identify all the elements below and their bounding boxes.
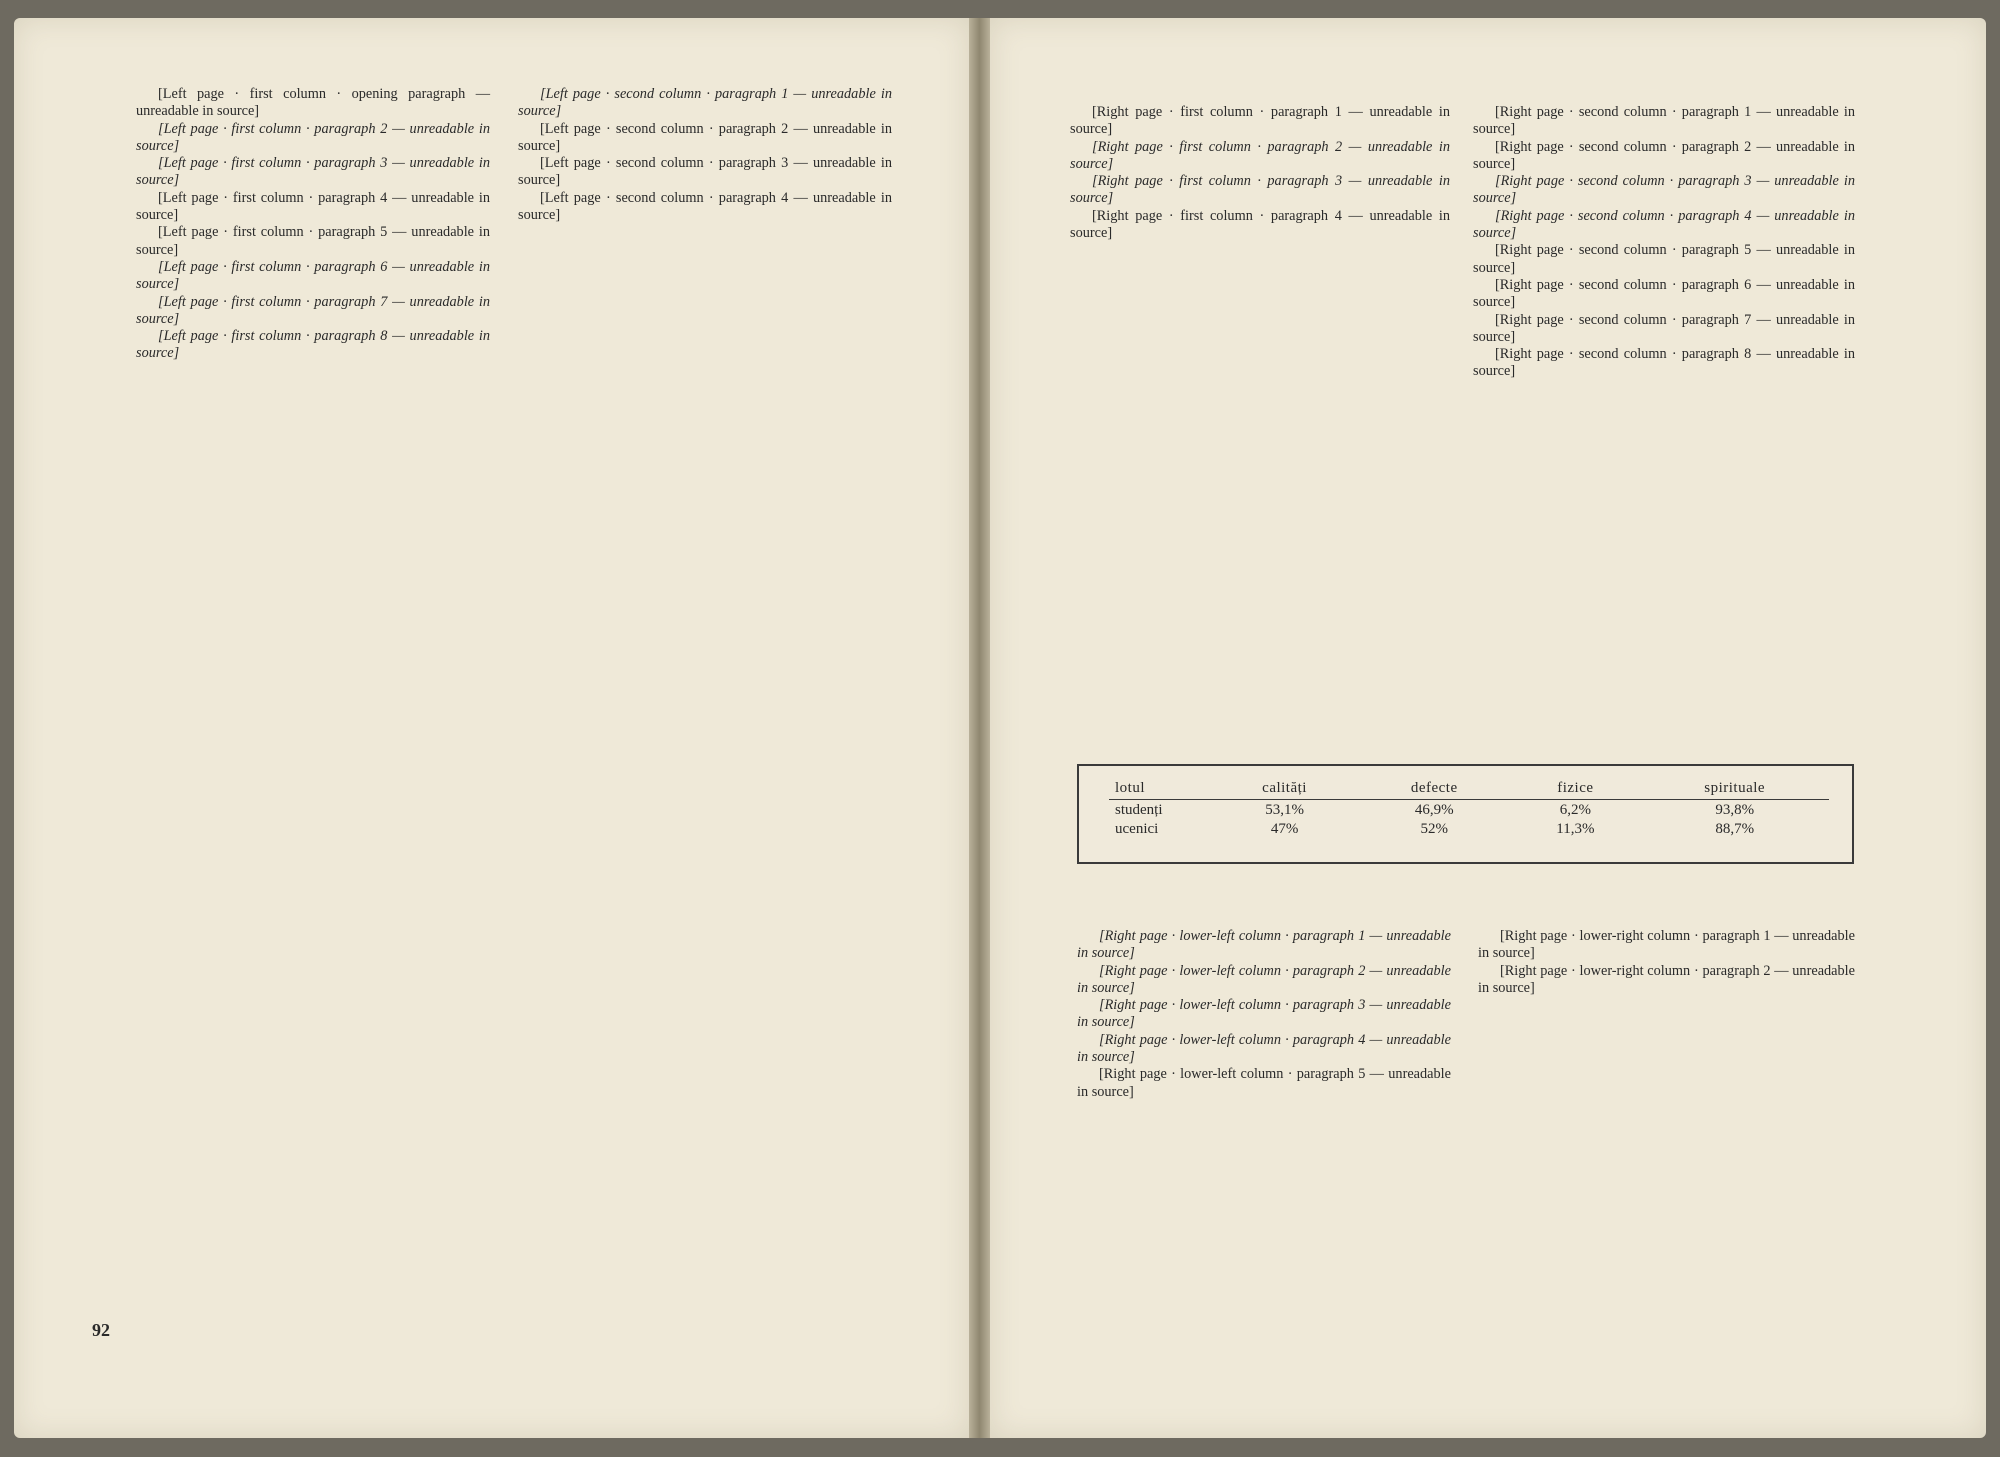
paragraph: [Right page · lower-left column · paragraph 2 — unreadable in source]: [1077, 962, 1451, 996]
paragraph: [Right page · second column · paragraph 1 — unreadable in source]: [1473, 104, 1855, 138]
table-cell: 47%: [1270, 821, 1299, 837]
table-cell: 11,3%: [1556, 821, 1595, 837]
table-cell: 46,9%: [1414, 802, 1454, 818]
paragraph: [Left page · second column · paragraph 2 — unreadable in source]: [518, 120, 892, 154]
page-number: 92: [92, 1320, 110, 1340]
paragraph: [Right page · second column · paragraph 5 — unreadable in source]: [1473, 242, 1855, 276]
statistics-table: [1109, 780, 1829, 838]
statistics-table-frame: [1077, 764, 1854, 864]
left-page-column-2: [518, 86, 892, 224]
paragraph: [Left page · first column · paragraph 8 — unreadable in source]: [136, 328, 490, 362]
paragraph: [Right page · second column · paragraph 4 — unreadable in source]: [1473, 207, 1855, 242]
table-header-cell: spirituale: [1640, 780, 1829, 800]
paragraph: [Right page · lower-right column · paragraph 1 — unreadable in source]: [1478, 928, 1855, 962]
table-header-cell: fizice: [1510, 780, 1640, 800]
paragraph: [Right page · lower-left column · paragraph 1 — unreadable in source]: [1077, 928, 1451, 962]
left-page-column-1: [136, 86, 490, 363]
paragraph: [Left page · first column · paragraph 2 — unreadable in source]: [136, 120, 490, 154]
table-cell: 53,1%: [1265, 802, 1304, 818]
table-cell: ucenici: [1115, 821, 1159, 837]
paragraph: [Right page · second column · paragraph 7 — unreadable in source]: [1473, 311, 1855, 345]
table-cell: studenți: [1115, 802, 1163, 818]
table-header-cell: calități: [1211, 780, 1358, 800]
paragraph: [Right page · second column · paragraph 6 — unreadable in source]: [1473, 276, 1855, 311]
table-cell: 6,2%: [1559, 802, 1591, 818]
paragraph: [Right page · first column · paragraph 4 — unreadable in source]: [1070, 207, 1450, 242]
paragraph: [Right page · lower-right column · paragraph 2 — unreadable in source]: [1478, 962, 1855, 996]
paragraph: [Right page · first column · paragraph 3 — unreadable in source]: [1070, 173, 1450, 207]
table-cell: 52%: [1420, 821, 1448, 837]
right-page-column-1: [1070, 104, 1450, 242]
paragraph: [Left page · first column · paragraph 5 — unreadable in source]: [136, 224, 490, 258]
paragraph: [Right page · first column · paragraph 2 — unreadable in source]: [1070, 138, 1450, 172]
paragraph: [Left page · first column · paragraph 6 — unreadable in source]: [136, 258, 490, 293]
paragraph: [Right page · lower-left column · paragraph 3 — unreadable in source]: [1077, 997, 1451, 1031]
paragraph: [Right page · lower-left column · paragraph 5 — unreadable in source]: [1077, 1066, 1451, 1100]
paragraph: [Left page · second column · paragraph 4 — unreadable in source]: [518, 189, 892, 224]
paragraph: [Left page · second column · paragraph 1 — unreadable in source]: [518, 86, 892, 120]
paragraph: [Left page · first column · paragraph 3 — unreadable in source]: [136, 155, 490, 189]
paragraph: [Right page · lower-left column · paragraph 4 — unreadable in source]: [1077, 1031, 1451, 1066]
table-header-cell: defecte: [1358, 780, 1510, 800]
table-row: [1109, 819, 1829, 838]
paragraph: [Right page · second column · paragraph 8 — unreadable in source]: [1473, 346, 1855, 380]
paragraph: [Left page · first column · opening paragraph — unreadable in source]: [136, 86, 490, 120]
paragraph: [Right page · first column · paragraph 1 — unreadable in source]: [1070, 104, 1450, 138]
table-header-cell: lotul: [1109, 780, 1211, 800]
table-cell: 93,8%: [1715, 802, 1755, 818]
paragraph: [Left page · second column · paragraph 3 — unreadable in source]: [518, 155, 892, 189]
paragraph: [Right page · second column · paragraph 2 — unreadable in source]: [1473, 138, 1855, 172]
paragraph: [Right page · second column · paragraph 3 — unreadable in source]: [1473, 173, 1855, 207]
right-page-column-3: [1077, 928, 1451, 1101]
book-gutter: [969, 18, 990, 1438]
right-page-column-2: [1473, 104, 1855, 381]
table-cell: 88,7%: [1715, 821, 1755, 837]
paragraph: [Left page · first column · paragraph 4 — unreadable in source]: [136, 189, 490, 224]
table-row: [1109, 800, 1829, 820]
right-page-column-4: [1478, 928, 1855, 997]
paragraph: [Left page · first column · paragraph 7 — unreadable in source]: [136, 293, 490, 327]
table-header-row: [1109, 780, 1829, 800]
